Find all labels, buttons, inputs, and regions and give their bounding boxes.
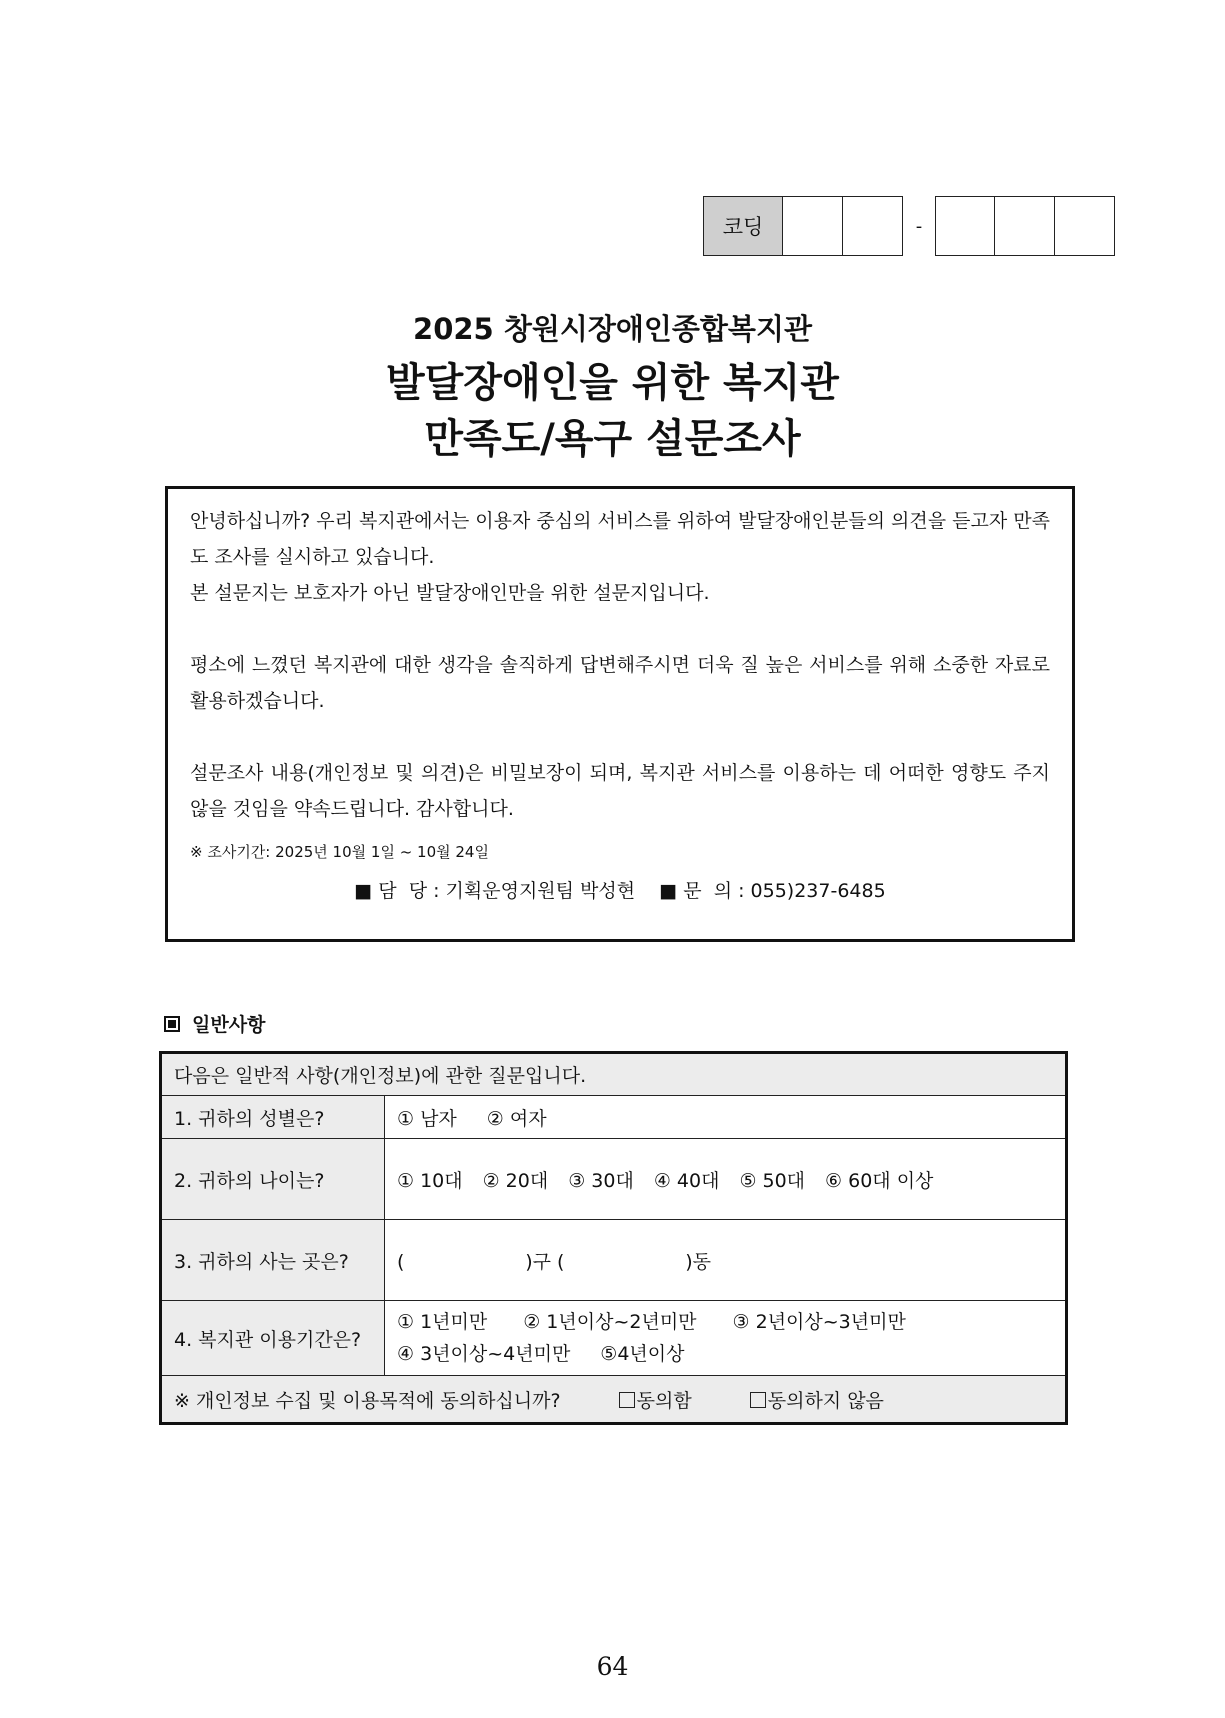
q2-label: 2. 귀하의 나이는? bbox=[161, 1139, 385, 1220]
intro-paragraph-3: 평소에 느꼈던 복지관에 대한 생각을 솔직하게 답변해주시면 더욱 질 높은 서비스를 위해 소중한 자료로 활용하겠습니다. bbox=[190, 654, 1050, 712]
contact-info: ■ 담 당 : 기획운영지원팀 박성현 ■ 문 의 : 055)237-6485 bbox=[354, 880, 886, 902]
q1-option-male[interactable]: ① 남자 bbox=[397, 1107, 457, 1130]
q2-option-30s[interactable]: ③ 30대 bbox=[568, 1169, 634, 1192]
section-title-text: 일반사항 bbox=[192, 1014, 266, 1036]
agree-label: 동의함 bbox=[636, 1389, 692, 1412]
page-number: 64 bbox=[596, 1652, 629, 1681]
table-row-consent bbox=[161, 1376, 1067, 1424]
q4-option-1[interactable]: ① 1년미만 bbox=[397, 1311, 488, 1333]
table-header: 다음은 일반적 사항(개인정보)에 관한 질문입니다. bbox=[161, 1053, 1067, 1096]
q4-option-5[interactable]: ⑤4년이상 bbox=[600, 1343, 685, 1365]
consent-question: ※ 개인정보 수집 및 이용목적에 동의하십니까? bbox=[174, 1389, 561, 1412]
title-line-1: 2025 창원시장애인종합복지관 bbox=[413, 312, 812, 346]
q3-label: 3. 귀하의 사는 곳은? bbox=[161, 1220, 385, 1301]
coding-box bbox=[703, 196, 1115, 256]
square-bullet-icon bbox=[164, 1016, 180, 1032]
table-header-row bbox=[161, 1053, 1067, 1096]
title-line-3: 만족도/욕구 설문조사 bbox=[424, 416, 801, 462]
q2-options bbox=[385, 1139, 1067, 1220]
q1-option-female[interactable]: ② 여자 bbox=[486, 1107, 547, 1130]
table-row-q1 bbox=[161, 1096, 1067, 1139]
coding-cell-4[interactable] bbox=[995, 196, 1055, 256]
disagree-label: 동의하지 않음 bbox=[767, 1389, 884, 1412]
general-info-table bbox=[159, 1051, 1068, 1425]
q2-option-40s[interactable]: ④ 40대 bbox=[653, 1169, 720, 1192]
coding-cell-5[interactable] bbox=[1055, 196, 1115, 256]
table-row-q3 bbox=[161, 1220, 1067, 1301]
consent-cell bbox=[161, 1376, 1067, 1424]
coding-cell-2[interactable] bbox=[843, 196, 903, 256]
q2-option-20s[interactable]: ② 20대 bbox=[482, 1169, 549, 1192]
intro-paragraph-2: 본 설문지는 보호자가 아닌 발달장애인만을 위한 설문지입니다. bbox=[190, 582, 710, 604]
section-title bbox=[164, 1010, 265, 1037]
title-line-2: 발달장애인을 위한 복지관 bbox=[386, 360, 839, 406]
q2-option-10s[interactable]: ① 10대 bbox=[397, 1169, 463, 1192]
q3-answer[interactable]: ( )구 ( )동 bbox=[385, 1220, 1067, 1301]
coding-separator: - bbox=[915, 215, 923, 237]
table-row-q4 bbox=[161, 1301, 1067, 1376]
q4-options bbox=[385, 1301, 1067, 1376]
q4-option-4[interactable]: ④ 3년이상~4년미만 bbox=[397, 1343, 571, 1365]
q4-option-2[interactable]: ② 1년이상~2년미만 bbox=[523, 1311, 697, 1333]
survey-period: ※ 조사기간: 2025년 10월 1일 ~ 10월 24일 bbox=[190, 843, 489, 861]
title-block bbox=[0, 305, 1225, 467]
disagree-checkbox[interactable] bbox=[750, 1392, 766, 1408]
consent-agree[interactable] bbox=[619, 1390, 692, 1412]
q2-option-60s-plus[interactable]: ⑥ 60대 이상 bbox=[825, 1169, 934, 1192]
q4-option-3[interactable]: ③ 2년이상~3년미만 bbox=[732, 1311, 906, 1333]
intro-paragraph-1: 안녕하십니까? 우리 복지관에서는 이용자 중심의 서비스를 위하여 발달장애인분들의 의견을 듣고자 만족도 조사를 실시하고 있습니다. bbox=[190, 510, 1050, 568]
coding-label: 코딩 bbox=[703, 196, 783, 256]
coding-cell-1[interactable] bbox=[783, 196, 843, 256]
q1-label: 1. 귀하의 성별은? bbox=[161, 1096, 385, 1139]
q1-options bbox=[385, 1096, 1067, 1139]
consent-disagree[interactable] bbox=[750, 1390, 884, 1412]
intro-box bbox=[165, 486, 1075, 942]
q4-label: 4. 복지관 이용기간은? bbox=[161, 1301, 385, 1376]
coding-cell-3[interactable] bbox=[935, 196, 995, 256]
agree-checkbox[interactable] bbox=[619, 1392, 635, 1408]
table-row-q2 bbox=[161, 1139, 1067, 1220]
intro-paragraph-4: 설문조사 내용(개인정보 및 의견)은 비밀보장이 되며, 복지관 서비스를 이용하는 데 어떠한 영향도 주지 않을 것임을 약속드립니다. 감사합니다. bbox=[190, 762, 1050, 820]
q2-option-50s[interactable]: ⑤ 50대 bbox=[739, 1169, 806, 1192]
